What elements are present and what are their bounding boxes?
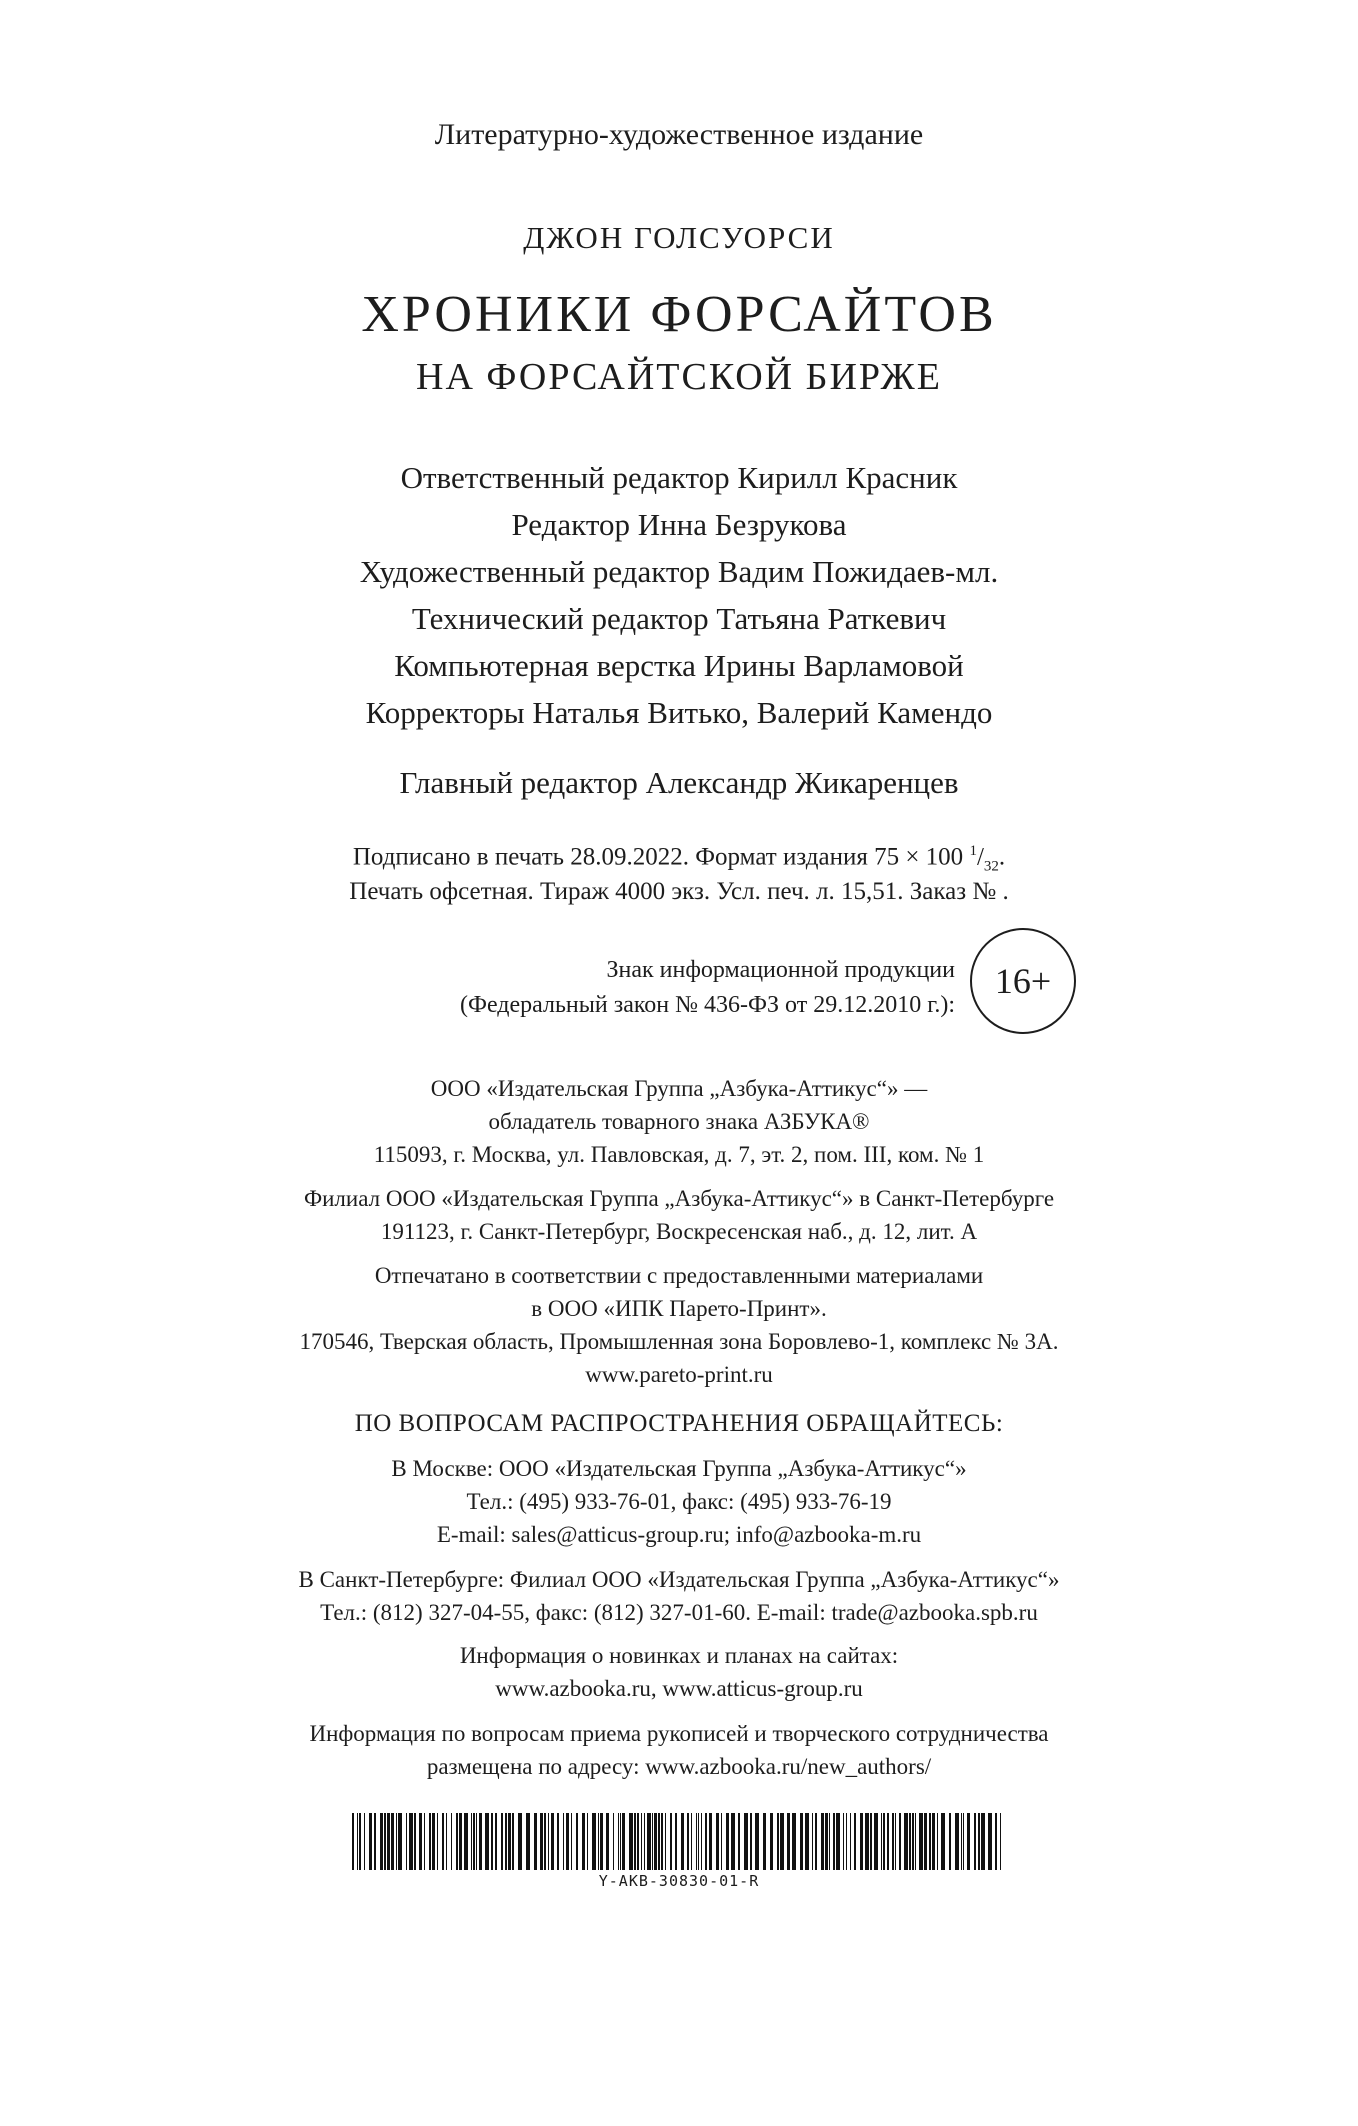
barcode-bar — [359, 1813, 361, 1870]
barcode-bar — [534, 1813, 537, 1870]
barcode-bar — [476, 1813, 477, 1870]
barcode-bar — [1000, 1813, 1001, 1870]
barcode-bar — [777, 1813, 779, 1870]
barcode-bar — [491, 1813, 493, 1870]
barcode-bar — [451, 1813, 452, 1870]
barcode-bar — [563, 1813, 564, 1870]
printer-line: 170546, Тверская область, Промышленная зона Боровлево-1, комплекс № 3А. — [299, 1329, 1059, 1354]
barcode-bar — [949, 1813, 951, 1870]
book-subtitle: НА ФОРСАЙТСКОЙ БИРЖЕ — [416, 356, 942, 398]
barcode-bar — [384, 1813, 386, 1870]
barcode-bar — [670, 1813, 672, 1870]
barcode-bar — [967, 1813, 970, 1870]
barcode-bar — [924, 1813, 927, 1870]
barcode-bar — [833, 1813, 835, 1870]
barcode-bar — [409, 1813, 413, 1870]
barcode-bar — [963, 1813, 964, 1870]
branch-line: Филиал ООО «Издательская Группа „Азбука-Аттикус“» в Санкт-Петербурге — [303, 1186, 1055, 1211]
barcode-bar — [792, 1813, 796, 1870]
barcode-bar — [446, 1813, 447, 1870]
barcode-bar — [675, 1813, 677, 1870]
distribution-heading: ПО ВОПРОСАМ РАСПРОСТРАНЕНИЯ ОБРАЩАЙТЕСЬ: — [354, 1410, 1004, 1437]
barcode-bar — [364, 1813, 365, 1870]
barcode-bar — [606, 1813, 609, 1870]
publisher-line: 115093, г. Москва, ул. Павловская, д. 7, эт. 2, пом. III, ком. № 1 — [373, 1142, 985, 1167]
barcode-bar — [919, 1813, 923, 1870]
barcode-bar — [770, 1813, 773, 1870]
chief-editor: Главный редактор Александр Жикаренцев — [399, 765, 959, 800]
print-info-end: . — [998, 843, 1006, 871]
barcode-bar — [369, 1813, 372, 1870]
barcode-bar — [995, 1813, 997, 1870]
barcode-bar — [941, 1813, 945, 1870]
websites-line: Информация о новинках и планах на сайтах: — [459, 1643, 899, 1668]
credit-line: Редактор Инна Безрукова — [511, 507, 847, 542]
barcode-bar — [937, 1813, 938, 1870]
barcode-bar — [587, 1813, 588, 1870]
barcode-bar — [843, 1813, 844, 1870]
barcode-bar — [701, 1813, 702, 1870]
barcode-bar — [479, 1813, 482, 1870]
rating-label: Знак информационной продукции — [606, 957, 955, 983]
barcode-bar — [512, 1813, 514, 1870]
barcode-bar — [716, 1813, 719, 1870]
barcode-bar — [800, 1813, 803, 1870]
printer-line: www.pareto-print.ru — [585, 1362, 773, 1387]
barcode-bar — [592, 1813, 596, 1870]
barcode-bar — [681, 1813, 684, 1870]
barcode-bar — [352, 1813, 354, 1870]
barcode-bar — [471, 1813, 472, 1870]
authors-info-line: Информация по вопросам приема рукописей и творческого сотрудничества — [309, 1721, 1049, 1746]
barcode-bar — [432, 1813, 435, 1870]
barcode-bar — [815, 1813, 817, 1870]
barcode-bar — [613, 1813, 614, 1870]
barcode-bar — [505, 1813, 507, 1870]
age-rating-badge: 16+ — [970, 928, 1076, 1034]
barcode-bar — [566, 1813, 569, 1870]
barcode-bar — [750, 1813, 752, 1870]
barcode-bar — [726, 1813, 729, 1870]
credit-line: Ответственный редактор Кирилл Красник — [400, 460, 958, 495]
barcode-bar — [419, 1813, 422, 1870]
format-fraction-numerator: 1 — [969, 843, 977, 859]
barcode-bar — [551, 1813, 554, 1870]
printer-line: в ООО «ИПК Парето-Принт». — [531, 1296, 827, 1321]
barcode-bar — [518, 1813, 522, 1870]
barcode-bar — [647, 1813, 651, 1870]
barcode-bar — [854, 1813, 856, 1870]
barcode-bar — [540, 1813, 543, 1870]
moscow-contact-line: E-mail: sales@atticus-group.ru; info@azbooka-m.ru — [436, 1522, 922, 1547]
barcode-bar — [387, 1813, 390, 1870]
barcode-bar — [459, 1813, 462, 1870]
barcode-bar — [576, 1813, 578, 1870]
barcode-bar — [825, 1813, 828, 1870]
barcode-bar — [829, 1813, 830, 1870]
barcode-bar — [981, 1813, 985, 1870]
barcode-bar — [473, 1813, 475, 1870]
barcode-bar — [881, 1813, 882, 1870]
spb-contact-line: В Санкт-Петербурге: Филиал ООО «Издательская Группа „Азбука-Аттикус“» — [298, 1567, 1060, 1592]
barcode-bar — [812, 1813, 813, 1870]
barcode-bar — [661, 1813, 663, 1870]
print-info-line-1 — [0, 843, 1358, 875]
format-fraction-separator: / — [976, 843, 984, 871]
barcode-bar — [582, 1813, 585, 1870]
barcode-bar — [654, 1813, 657, 1870]
barcode-bar — [501, 1813, 503, 1870]
barcode-bar — [731, 1813, 735, 1870]
barcode-bar — [865, 1813, 869, 1870]
barcode-bar — [464, 1813, 468, 1870]
barcode-bar — [641, 1813, 642, 1870]
barcode-bar — [557, 1813, 559, 1870]
moscow-contact-line: В Москве: ООО «Издательская Группа „Азбука-Аттикус“» — [391, 1456, 967, 1481]
publisher-line: обладатель товарного знака АЗБУКА® — [488, 1109, 870, 1134]
barcode-bar — [755, 1813, 759, 1870]
websites-line: www.azbooka.ru, www.atticus-group.ru — [495, 1676, 863, 1701]
barcode-bar — [396, 1813, 397, 1870]
credit-line: Технический редактор Татьяна Раткевич — [411, 601, 947, 636]
barcode-bar — [526, 1813, 530, 1870]
barcode-bar — [874, 1813, 878, 1870]
barcode-bar — [544, 1813, 546, 1870]
authors-info-line: размещена по адресу: www.azbooka.ru/new_authors/ — [426, 1754, 932, 1779]
barcode-bar — [974, 1813, 976, 1870]
barcode-bar — [374, 1813, 376, 1870]
printer-line: Отпечатано в соответствии с предоставленными материалами — [374, 1263, 984, 1288]
branch-line: 191123, г. Санкт-Петербург, Воскресенская наб., д. 12, лит. А — [380, 1219, 978, 1244]
barcode-bar — [618, 1813, 619, 1870]
barcode-bar — [988, 1813, 992, 1870]
credit-line: Компьютерная верстка Ирины Варламовой — [394, 648, 964, 683]
barcode — [352, 1813, 1006, 1870]
credit-line: Художественный редактор Вадим Пожидаев-мл. — [359, 554, 999, 589]
barcode-bar — [836, 1813, 840, 1870]
barcode-bar — [721, 1813, 722, 1870]
barcode-bar — [456, 1813, 458, 1870]
barcode-bar — [961, 1813, 962, 1870]
barcode-bar — [929, 1813, 931, 1870]
format-fraction-denominator: 32 — [983, 858, 999, 875]
barcode-bar — [548, 1813, 549, 1870]
barcode-bar — [892, 1813, 894, 1870]
series-label: Литературно-художественное издание — [434, 118, 924, 151]
rating-law: (Федеральный закон № 436-ФЗ от 29.12.2010 г.): — [459, 992, 955, 1018]
moscow-contact-line: Тел.: (495) 933-76-01, факс: (495) 933-76-19 — [466, 1489, 892, 1514]
barcode-bar — [705, 1813, 707, 1870]
barcode-bar — [644, 1813, 645, 1870]
barcode-bar — [978, 1813, 980, 1870]
barcode-bar — [429, 1813, 431, 1870]
barcode-bar — [887, 1813, 889, 1870]
barcode-bar — [805, 1813, 809, 1870]
print-info-line-2: Печать офсетная. Тираж 4000 экз. Усл. печ. л. 15,51. Заказ № . — [349, 878, 1009, 905]
barcode-bar — [437, 1813, 438, 1870]
barcode-bar — [629, 1813, 633, 1870]
barcode-bar — [932, 1813, 935, 1870]
barcode-bar — [870, 1813, 872, 1870]
barcode-bar — [821, 1813, 824, 1870]
barcode-bar — [357, 1813, 358, 1870]
barcode-caption: Y-AKB-30830-01-R — [598, 1872, 760, 1890]
credit-line: Корректоры Наталья Витько, Валерий Камендо — [365, 695, 993, 730]
barcode-bar — [899, 1813, 901, 1870]
barcode-bar — [665, 1813, 666, 1870]
barcode-bar — [915, 1813, 916, 1870]
barcode-bar — [883, 1813, 885, 1870]
barcode-bar — [860, 1813, 863, 1870]
barcode-bar — [909, 1813, 911, 1870]
barcode-bar — [691, 1813, 692, 1870]
barcode-bar — [634, 1813, 636, 1870]
barcode-bar — [912, 1813, 914, 1870]
author-name: ДЖОН ГОЛСУОРСИ — [523, 220, 835, 255]
barcode-bar — [442, 1813, 444, 1870]
barcode-bar — [620, 1813, 621, 1870]
barcode-bar — [571, 1813, 572, 1870]
book-title: ХРОНИКИ ФОРСАЙТОВ — [361, 286, 997, 343]
barcode-bar — [698, 1813, 699, 1870]
barcode-bar — [637, 1813, 639, 1870]
barcode-bar — [955, 1813, 959, 1870]
barcode-bar — [485, 1813, 489, 1870]
barcode-bar — [414, 1813, 416, 1870]
barcode-bar — [696, 1813, 697, 1870]
barcode-bar — [658, 1813, 660, 1870]
barcode-bar — [738, 1813, 740, 1870]
barcode-bar — [895, 1813, 896, 1870]
barcode-bar — [622, 1813, 625, 1870]
barcode-bar — [406, 1813, 407, 1870]
barcode-bar — [687, 1813, 689, 1870]
barcode-bar — [652, 1813, 653, 1870]
barcode-bar — [709, 1813, 712, 1870]
barcode-bar — [380, 1813, 383, 1870]
print-info-text: Подписано в печать 28.09.2022. Формат издания 75 × 100 — [352, 843, 970, 871]
barcode-bar — [850, 1813, 851, 1870]
barcode-bar — [391, 1813, 394, 1870]
spb-contact-line: Тел.: (812) 327-04-55, факс: (812) 327-01-60. E-mail: trade@azbooka.spb.ru — [320, 1600, 1038, 1625]
barcode-bar — [495, 1813, 497, 1870]
barcode-bar — [744, 1813, 748, 1870]
barcode-bar — [398, 1813, 402, 1870]
barcode-bar — [904, 1813, 908, 1870]
barcode-bar — [787, 1813, 790, 1870]
barcode-bar — [598, 1813, 599, 1870]
barcode-bar — [846, 1813, 847, 1870]
barcode-bar — [780, 1813, 784, 1870]
barcode-bar — [600, 1813, 603, 1870]
barcode-bar — [763, 1813, 766, 1870]
publisher-line: ООО «Издательская Группа „Азбука-Аттикус“» — — [430, 1076, 928, 1101]
barcode-bar — [508, 1813, 511, 1870]
barcode-bar — [424, 1813, 425, 1870]
